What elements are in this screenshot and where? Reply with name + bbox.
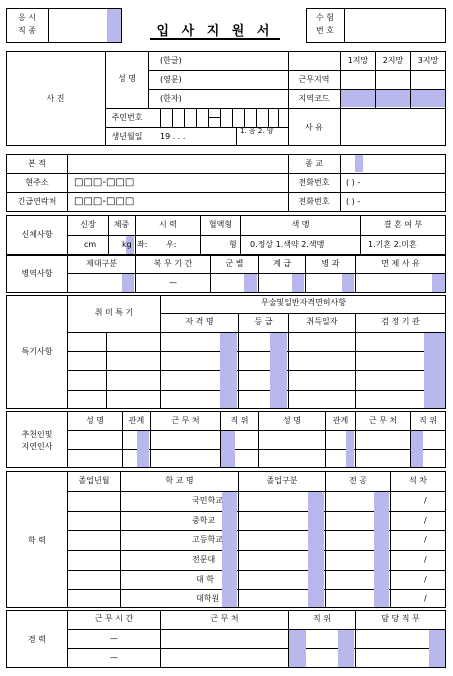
gpa-slash-5: /	[424, 575, 427, 584]
gpa-slash-4: /	[424, 555, 427, 564]
gpa-slash-2: /	[424, 516, 427, 525]
exam-field-shade	[107, 9, 121, 42]
marital-options[interactable]: 1.기혼 2.미혼	[368, 240, 417, 249]
military-shade-4	[342, 274, 354, 292]
military-specialty: 병 과	[321, 259, 340, 268]
height-label: 신장	[80, 220, 96, 229]
address-label: 현주소	[25, 178, 49, 187]
desired-region-label: 근무지역	[298, 75, 330, 84]
referee-shade-4	[411, 431, 423, 467]
preference-1: 1지망	[347, 56, 369, 65]
school-label: 학 교 명	[165, 476, 194, 485]
gpa-slash-1: /	[424, 496, 427, 505]
referee-name: 성 명	[86, 416, 104, 425]
gpa-slash-3: /	[424, 535, 427, 544]
phone-value[interactable]: ( ) -	[346, 178, 361, 187]
military-rank: 계 급	[273, 259, 291, 268]
education-section: 학 력	[28, 536, 46, 545]
personal-block	[6, 154, 446, 212]
military-type: 제대구분	[86, 259, 117, 268]
kg-unit: kg	[122, 240, 132, 249]
education-shade-1	[222, 492, 237, 607]
address-value[interactable]: □□□-□□□	[74, 177, 135, 188]
photo-label: 사 진	[46, 94, 65, 103]
education-shade-3	[374, 492, 389, 607]
lunar-solar[interactable]: 1. 음 2. 양	[240, 127, 274, 135]
referee-shade-2	[221, 431, 235, 467]
region-code-label: 지역코드	[298, 94, 330, 103]
career-duty: 담 당 직 무	[381, 614, 420, 623]
special-section: 특기사항	[21, 347, 53, 356]
exam-number-label-1: 수 험	[316, 13, 334, 22]
referee-position-2: 직 위	[419, 416, 437, 425]
phone2-label: 전화번호	[298, 197, 330, 206]
weight-label: 체중	[113, 220, 130, 229]
cert-grade: 등 급	[254, 317, 273, 326]
referee-workplace-2: 근 무 처	[368, 416, 398, 425]
exam-field-label-2: 직 종	[18, 26, 36, 35]
career-section: 경 력	[28, 635, 46, 644]
special-shade-1	[220, 333, 237, 408]
military-shade-2	[244, 274, 257, 292]
school-level-6: 대학원	[196, 594, 220, 603]
preference-3: 3지망	[417, 56, 439, 65]
emergency-label: 긴급연락처	[17, 197, 57, 206]
gpa-slash-6: /	[424, 594, 427, 603]
birth-label: 생년월일	[111, 132, 143, 141]
referee-shade-1	[137, 431, 149, 467]
referee-shade-3	[346, 431, 354, 467]
exam-number-input[interactable]	[346, 12, 442, 38]
vision-label: 시 력	[159, 220, 177, 229]
career-shade-2	[338, 630, 354, 667]
referee-name-2: 성 명	[283, 416, 301, 425]
reason-label: 사 유	[305, 123, 323, 132]
school-level-5: 대 학	[196, 575, 214, 584]
name-label: 성 명	[118, 74, 136, 83]
exam-field-label-1: 응 시	[18, 13, 36, 22]
referee-workplace: 근 무 처	[171, 416, 200, 425]
blood-unit: 형	[229, 240, 237, 249]
career-position: 직 위	[313, 614, 331, 623]
major-label: 전 공	[349, 476, 367, 485]
referee-position: 직 위	[230, 416, 249, 425]
hobby-label: 취 미 특 기	[94, 308, 134, 317]
school-level-3: 고등학교	[192, 535, 223, 544]
military-shade-3	[292, 274, 304, 292]
military-period: 복 무 기 간	[153, 259, 193, 268]
career-company: 근 무 처	[210, 614, 239, 623]
page-title: 입 사 지 원 서	[156, 24, 274, 39]
referee-section-1: 추천인및	[21, 430, 53, 439]
special-shade-2	[270, 333, 287, 408]
cm-unit: cm	[84, 240, 97, 249]
special-shade-3	[424, 333, 445, 408]
grad-year-label: 졸업년월	[78, 476, 110, 485]
cert-header: 무술및일반자격면허사항	[260, 298, 346, 307]
gpa-label: 석 차	[409, 476, 427, 485]
phone-label: 전화번호	[298, 178, 330, 187]
colorblind-options[interactable]: 0.정상 1.색약 2.색맹	[250, 240, 325, 249]
resident-number-label: 주민번호	[111, 113, 143, 122]
preference-2: 2지망	[382, 56, 404, 65]
military-branch: 군 별	[225, 259, 244, 268]
school-level-2: 중학교	[192, 516, 216, 525]
education-shade-2	[308, 492, 324, 607]
military-section: 병역사항	[21, 269, 53, 278]
birth-value[interactable]: 19 . . .	[160, 132, 186, 141]
name-english[interactable]: (영문)	[160, 75, 182, 84]
career-shade-3	[429, 630, 445, 667]
name-korean[interactable]: (한글)	[160, 56, 182, 65]
school-level-4: 전문대	[192, 555, 216, 564]
exam-field-input[interactable]	[50, 12, 106, 38]
marital-label: 결 혼 여 부	[383, 220, 423, 229]
phone2-value[interactable]: ( ) -	[346, 197, 361, 206]
school-level-1: 국민학교	[192, 496, 223, 505]
military-exempt: 면 제 사 유	[381, 259, 420, 268]
exam-number-label-2: 번 호	[316, 26, 334, 35]
religion-shade	[355, 155, 363, 172]
cert-name: 자 격 명	[185, 317, 214, 326]
right-eye: 우:	[166, 240, 177, 249]
body-section: 신체사항	[21, 230, 53, 239]
career-dash-2: —	[110, 653, 118, 662]
colorblind-label: 색 맹	[291, 220, 310, 229]
religion-label: 종 교	[305, 159, 323, 168]
referee-relation-2: 관계	[332, 416, 349, 425]
region-code-shade	[341, 90, 445, 107]
career-shade-1	[289, 630, 306, 667]
photo-area[interactable]	[7, 52, 104, 145]
military-shade-1	[122, 274, 134, 292]
military-dash: —	[169, 278, 177, 287]
grad-type-label: 졸업구분	[266, 476, 298, 485]
hometown-label: 본 적	[28, 159, 46, 168]
name-chinese[interactable]: (한자)	[160, 94, 182, 103]
referee-relation: 관계	[128, 416, 145, 425]
left-eye: 좌:	[137, 240, 148, 249]
career-period: 근 무 시 간	[94, 614, 134, 623]
blood-label: 혈액형	[208, 220, 233, 229]
cert-issuer: 검 정 기 관	[381, 317, 420, 326]
military-shade-5	[432, 274, 445, 292]
referee-section-2: 지연인사	[21, 442, 53, 451]
cert-date: 취득일자	[306, 317, 338, 326]
career-dash-1: —	[110, 634, 118, 643]
emergency-value[interactable]: □□□-□□□	[74, 196, 135, 207]
